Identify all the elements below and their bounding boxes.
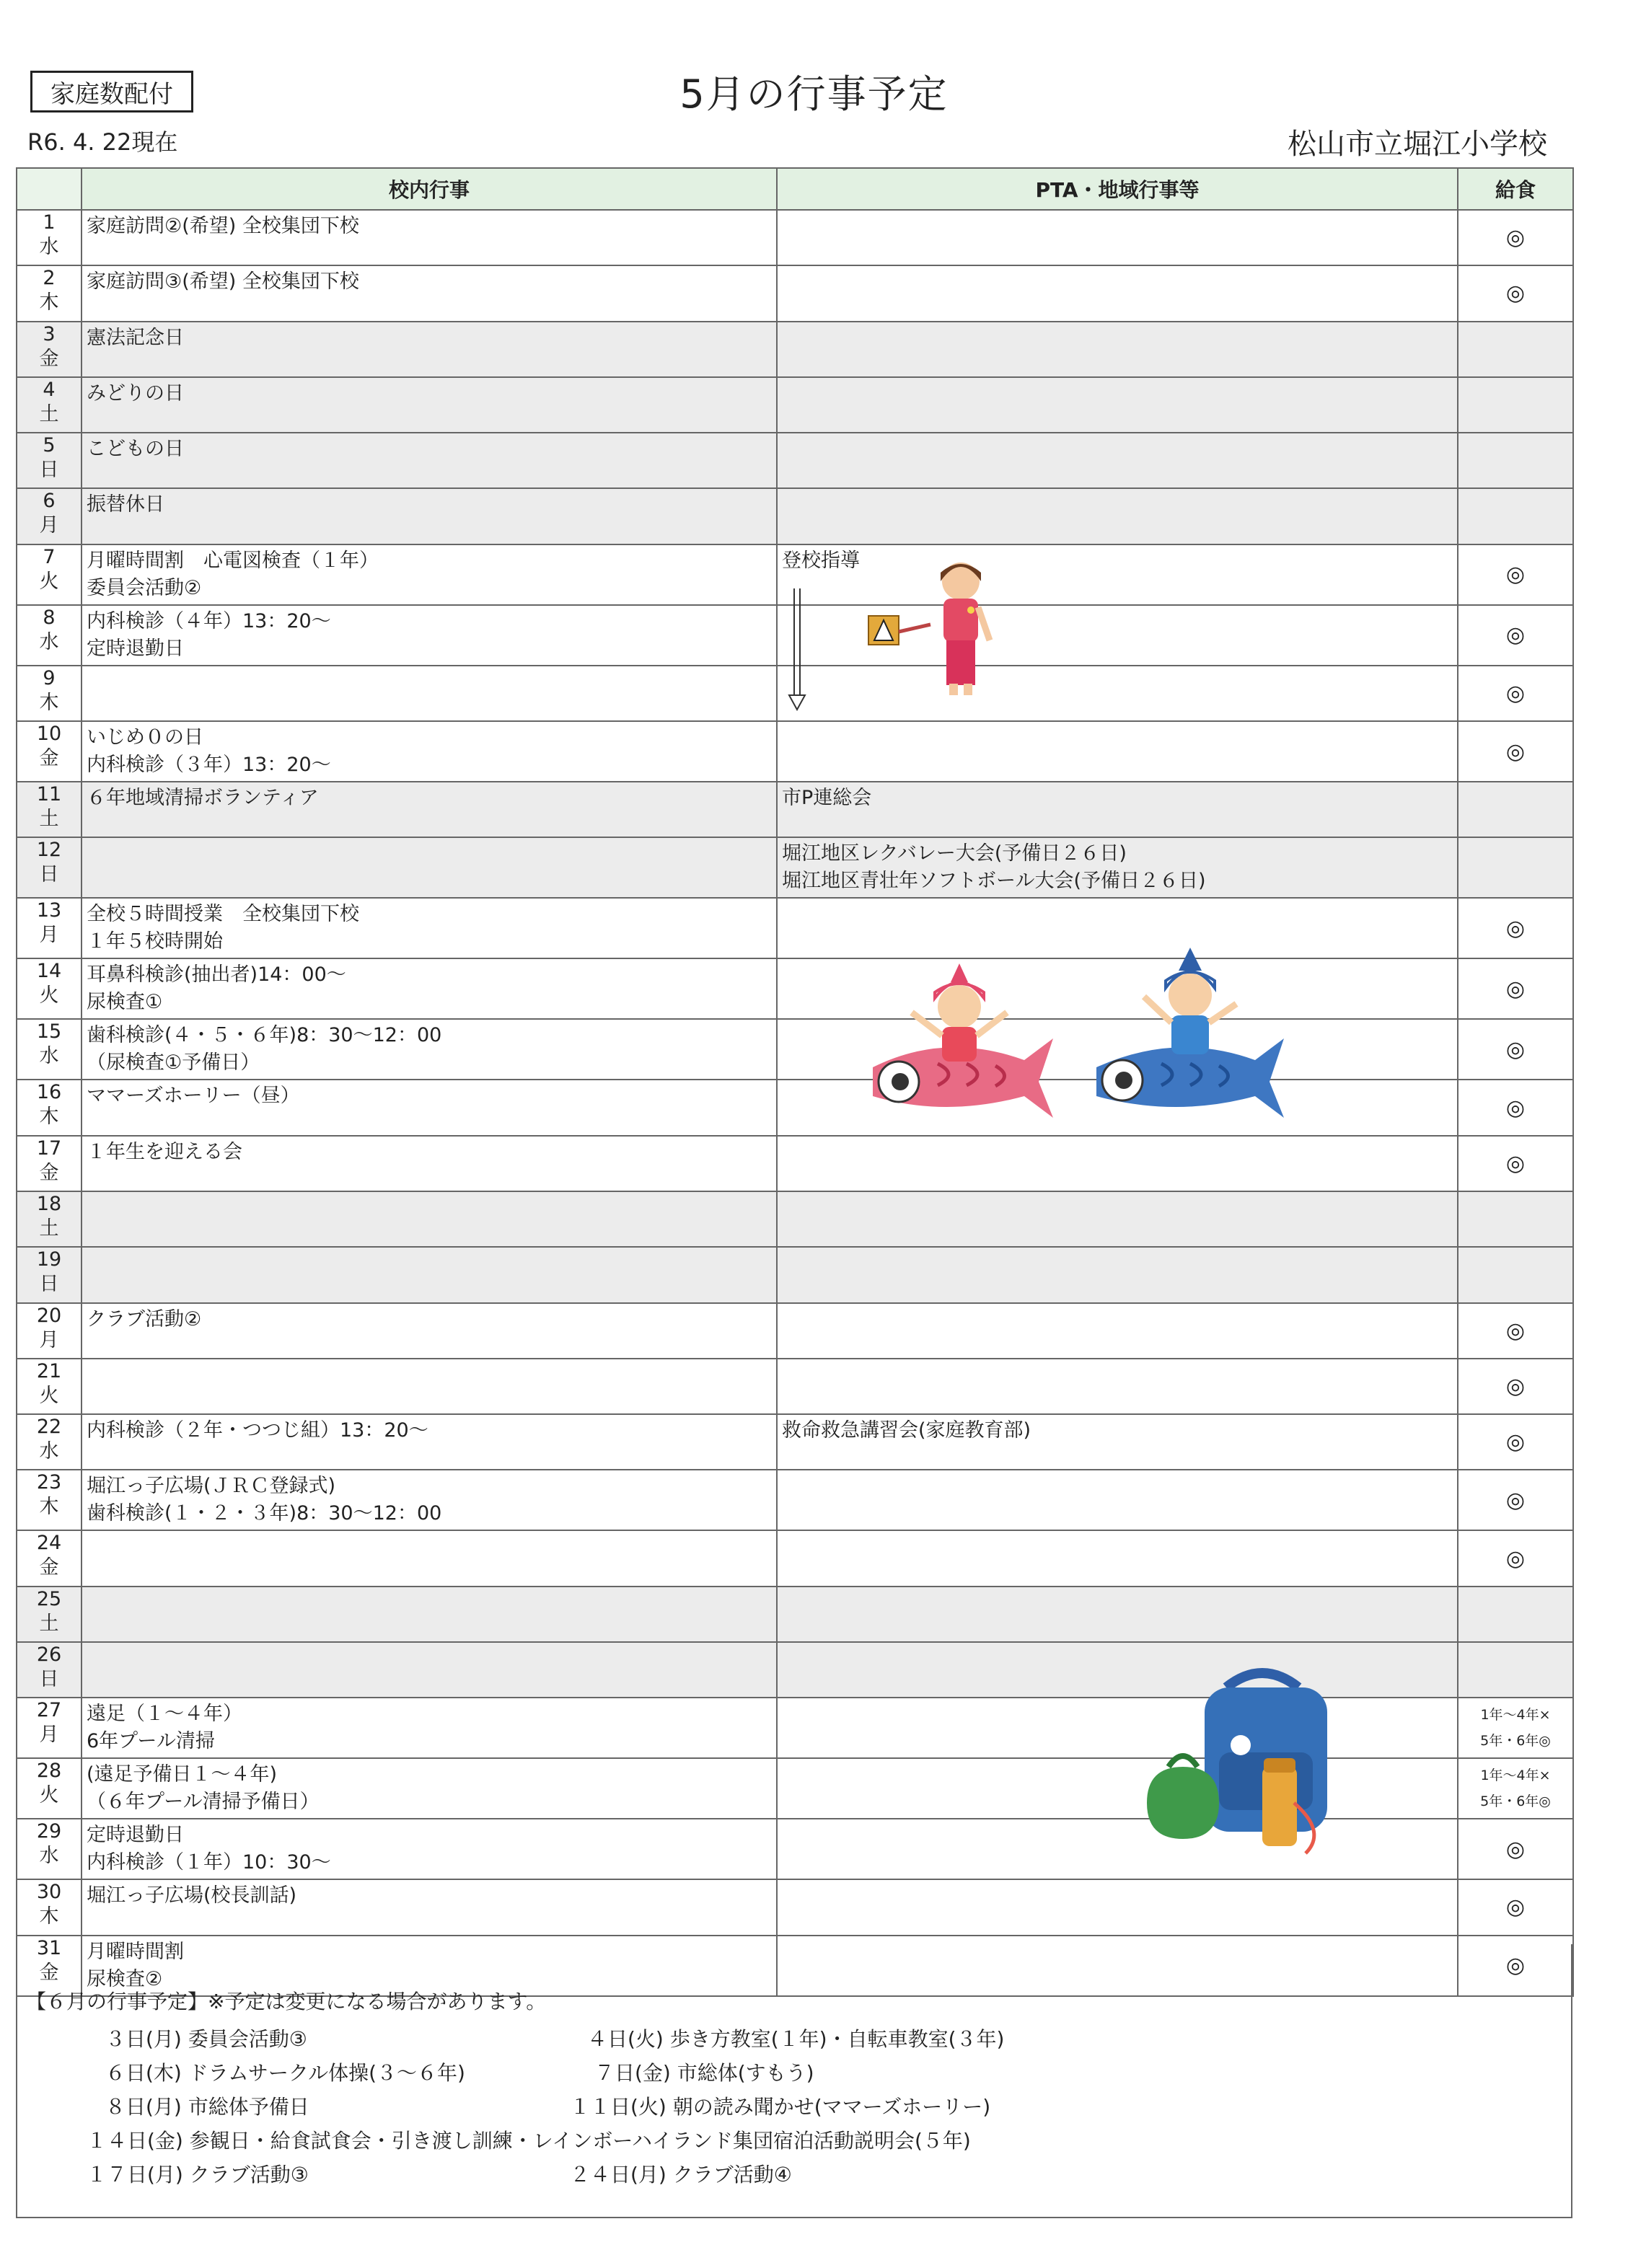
day-number: 2 (43, 267, 56, 290)
day-cell (17, 721, 82, 782)
day-row (17, 210, 1573, 265)
day-row (17, 958, 1573, 1019)
weekday: 月 (39, 924, 59, 947)
pta-event-cell (777, 1879, 1458, 1935)
pta-event-cell (777, 488, 1458, 544)
pta-event-cell (777, 837, 1458, 898)
school-event-text: こどもの日 (87, 438, 184, 461)
school-event-cell (82, 322, 777, 377)
june-item-9: ２４日(月) クラブ活動④ (570, 2163, 792, 2187)
lunch-cell (1458, 1819, 1573, 1879)
day-cell (17, 1698, 82, 1758)
day-cell (17, 1359, 82, 1414)
weekday: 土 (39, 808, 59, 831)
school-event-cell (82, 1698, 777, 1758)
lunch-mark: ◎ (1505, 225, 1526, 251)
june-heading: 【６月の行事予定】※予定は変更になる場合があります。 (26, 1990, 547, 2013)
weekday: 土 (39, 1612, 59, 1635)
school-event-text: 歯科検診(４・５・６年)8：30～12：00 (87, 1024, 442, 1047)
pta-event-text: 登校指導 (782, 549, 860, 572)
day-number: 23 (36, 1471, 62, 1494)
school-event-text: 月曜時間割 (87, 1940, 184, 1963)
koinobori-children-illustration (858, 937, 1291, 1154)
day-row (17, 1247, 1573, 1302)
school-event-cell (82, 1819, 777, 1879)
day-cell (17, 265, 82, 321)
lunch-cell (1458, 898, 1573, 958)
lunch-cell (1458, 605, 1573, 666)
weekday: 水 (39, 1845, 59, 1868)
day-row (17, 433, 1573, 488)
day-cell (17, 1019, 82, 1080)
school-event-text: 内科検診（３年）13：20～ (87, 754, 331, 777)
school-event-text: １年５校時開始 (87, 930, 223, 953)
weekday: 月 (39, 514, 59, 537)
lunch-mark: ◎ (1505, 1487, 1526, 1513)
day-number: 22 (36, 1416, 62, 1439)
school-event-cell (82, 377, 777, 433)
lunch-mark: ◎ (1505, 915, 1526, 941)
schedule-header-row (17, 168, 1573, 210)
school-event-cell (82, 544, 777, 605)
school-name: 松山市立堀江小学校 (1288, 128, 1547, 161)
day-number: 24 (36, 1532, 62, 1555)
weekday: 火 (39, 1384, 59, 1407)
school-event-cell (82, 1642, 777, 1698)
day-row (17, 1879, 1573, 1935)
school-event-cell (82, 1303, 777, 1359)
school-event-text: (遠足予備日１～４年) (87, 1763, 278, 1786)
day-cell (17, 1191, 82, 1247)
lunch-mark: ◎ (1505, 1836, 1526, 1862)
weekday: 水 (39, 236, 59, 258)
school-event-text: 家庭訪問②(希望) 全校集団下校 (87, 215, 359, 237)
weekday: 木 (39, 1496, 59, 1519)
weekday: 日 (39, 1273, 59, 1296)
day-cell (17, 1470, 82, 1530)
day-cell (17, 958, 82, 1019)
school-event-text: クラブ活動② (87, 1307, 202, 1331)
school-event-text: 月曜時間割 心電図検査（１年） (87, 549, 379, 572)
june-item-3: ６日(木) ドラムサークル体操(３～６年) (105, 2061, 465, 2085)
day-row (17, 1080, 1573, 1135)
school-event-text: 内科検診（１年）10：30～ (87, 1851, 331, 1874)
day-row (17, 1470, 1573, 1530)
weekday: 水 (39, 1045, 59, 1068)
day-number: 31 (36, 1936, 62, 1959)
weekday: 日 (39, 863, 59, 886)
lunch-mark: ◎ (1505, 1545, 1526, 1571)
day-cell (17, 1247, 82, 1302)
weekday: 火 (39, 984, 59, 1007)
lunch-cell (1458, 1247, 1573, 1302)
lunch-cell (1458, 210, 1573, 265)
lunch-cell (1458, 1587, 1573, 1642)
pta-event-cell (777, 1698, 1458, 1758)
school-event-text: 定時退勤日 (87, 637, 184, 660)
weekday: 土 (39, 1217, 59, 1240)
lunch-cell (1458, 265, 1573, 321)
day-row (17, 1303, 1573, 1359)
day-number: 18 (36, 1192, 62, 1215)
lunch-mark: ◎ (1505, 1429, 1526, 1455)
lunch-note: 5年・6年◎ (1480, 1733, 1551, 1749)
weekday: 金 (39, 347, 59, 370)
lunch-mark: ◎ (1505, 1374, 1526, 1399)
day-cell (17, 544, 82, 605)
day-row (17, 265, 1573, 321)
day-cell (17, 1530, 82, 1586)
pta-event-text: 堀江地区レクバレー大会(予備日２６日) (782, 842, 1127, 865)
lunch-cell (1458, 1530, 1573, 1586)
lunch-cell (1458, 1470, 1573, 1530)
pta-event-cell (777, 377, 1458, 433)
day-number: 29 (36, 1820, 62, 1843)
day-number: 15 (36, 1020, 62, 1043)
lunch-mark: ◎ (1505, 281, 1526, 306)
lunch-cell (1458, 1642, 1573, 1698)
june-item-6: １１日(火) 朝の読み聞かせ(ママーズホーリー) (570, 2095, 991, 2119)
day-number: 3 (43, 322, 56, 345)
weekday: 水 (39, 630, 59, 653)
june-item-1: ３日(月) 委員会活動③ (105, 2027, 307, 2051)
day-row (17, 898, 1573, 958)
pta-event-text: 堀江地区青壮年ソフトボール大会(予備日２６日) (782, 870, 1206, 893)
lunch-cell (1458, 488, 1573, 544)
weekday: 水 (39, 1440, 59, 1463)
school-event-text: 憲法記念日 (87, 326, 184, 349)
day-number: 14 (36, 960, 62, 983)
day-number: 27 (36, 1699, 62, 1722)
weekday: 日 (39, 459, 59, 482)
weekday: 金 (39, 1556, 59, 1579)
school-event-text: 委員会活動② (87, 576, 202, 599)
school-event-cell (82, 1136, 777, 1191)
pta-event-cell (777, 433, 1458, 488)
school-event-text: 遠足（１～４年） (87, 1703, 242, 1726)
school-event-text: ママーズホーリー（昼） (87, 1085, 300, 1108)
school-event-text: 6年プール清掃 (87, 1730, 215, 1753)
june-item-2: ４日(火) 歩き方教室(１年)・自転車教室(３年) (587, 2027, 1005, 2051)
day-number: 5 (43, 434, 56, 457)
pta-event-text: 救命救急講習会(家庭教育部) (782, 1419, 1031, 1442)
pta-event-cell (777, 322, 1458, 377)
lunch-cell (1458, 377, 1573, 433)
weekday: 月 (39, 1328, 59, 1351)
june-item-5: ８日(月) 市総体予備日 (105, 2095, 309, 2119)
day-cell (17, 1414, 82, 1470)
lunch-mark: ◎ (1505, 562, 1526, 588)
pta-event-cell (777, 1587, 1458, 1642)
school-event-cell (82, 1587, 777, 1642)
pta-event-cell (777, 1247, 1458, 1302)
lunch-mark: ◎ (1505, 738, 1526, 764)
day-number: 25 (36, 1587, 62, 1610)
day-number: 17 (36, 1137, 62, 1160)
day-number: 9 (43, 666, 56, 689)
day-cell (17, 377, 82, 433)
day-row (17, 1191, 1573, 1247)
school-event-cell (82, 1019, 777, 1080)
pta-event-cell (777, 1530, 1458, 1586)
pta-event-text: 市P連総会 (782, 787, 872, 810)
crossing-guard-illustration (858, 555, 1017, 700)
day-cell (17, 1819, 82, 1879)
school-event-cell (82, 1530, 777, 1586)
weekday: 月 (39, 1724, 59, 1747)
weekday: 土 (39, 402, 59, 425)
day-cell (17, 1879, 82, 1935)
day-number: 19 (36, 1248, 62, 1271)
school-event-text: 耳鼻科検診(抽出者)14：00～ (87, 963, 346, 987)
day-row (17, 488, 1573, 544)
day-number: 11 (36, 783, 62, 806)
day-row (17, 782, 1573, 837)
lunch-cell (1458, 1698, 1573, 1758)
school-event-text: いじめ０の日 (87, 726, 203, 749)
day-number: 10 (36, 723, 62, 746)
school-event-text: （６年プール清掃予備日） (87, 1791, 320, 1814)
pta-event-cell (777, 1758, 1458, 1819)
school-events-header: 校内行事 (82, 168, 777, 210)
weekday: 火 (39, 570, 59, 593)
day-number: 12 (36, 839, 62, 862)
pta-event-cell (777, 265, 1458, 321)
day-cell (17, 605, 82, 666)
lunch-mark: ◎ (1505, 1036, 1526, 1062)
day-row (17, 721, 1573, 782)
school-event-text: １年生を迎える会 (87, 1140, 242, 1163)
day-cell (17, 1080, 82, 1135)
lunch-cell (1458, 433, 1573, 488)
school-event-text: みどりの日 (87, 381, 184, 405)
school-event-text: 定時退勤日 (87, 1824, 184, 1847)
school-event-cell (82, 721, 777, 782)
lunch-cell (1458, 1414, 1573, 1470)
day-number: 1 (43, 211, 56, 234)
pta-event-cell (777, 1819, 1458, 1879)
weekday: 木 (39, 291, 59, 314)
school-event-cell (82, 958, 777, 1019)
lunch-cell (1458, 1758, 1573, 1819)
lunch-note: 1年～4年× (1480, 1768, 1551, 1784)
day-cell (17, 666, 82, 721)
day-row (17, 1414, 1573, 1470)
weekday: 木 (39, 1106, 59, 1129)
day-row (17, 1136, 1573, 1191)
pta-event-cell (777, 721, 1458, 782)
lunch-cell (1458, 544, 1573, 605)
lunch-cell (1458, 1136, 1573, 1191)
school-event-cell (82, 837, 777, 898)
lunch-cell (1458, 666, 1573, 721)
school-event-text: 振替休日 (87, 493, 164, 516)
pta-event-cell (777, 1191, 1458, 1247)
school-event-cell (82, 1359, 777, 1414)
school-event-cell (82, 1470, 777, 1530)
weekday: 金 (39, 747, 59, 770)
as-of-date: R6. 4. 22現在 (27, 128, 178, 156)
school-event-text: 尿検査② (87, 1967, 163, 1990)
school-event-text: 内科検診（２年・つつじ組）13：20～ (87, 1419, 428, 1442)
school-event-cell (82, 1758, 777, 1819)
lunch-mark: ◎ (1505, 1894, 1526, 1920)
school-event-cell (82, 1414, 777, 1470)
school-event-cell (82, 605, 777, 666)
weekday: 木 (39, 1905, 59, 1928)
day-cell (17, 782, 82, 837)
school-event-cell (82, 265, 777, 321)
day-number: 30 (36, 1881, 62, 1904)
pta-event-cell (777, 1359, 1458, 1414)
weekday: 火 (39, 1784, 59, 1807)
lunch-note: 1年～4年× (1480, 1707, 1551, 1724)
day-number: 13 (36, 899, 62, 922)
lunch-cell (1458, 1191, 1573, 1247)
day-cell (17, 433, 82, 488)
lunch-cell (1458, 1359, 1573, 1414)
day-row (17, 322, 1573, 377)
lunch-mark: ◎ (1505, 976, 1526, 1002)
day-cell (17, 210, 82, 265)
day-cell (17, 322, 82, 377)
arrow-down-icon (786, 588, 808, 711)
lunch-mark: ◎ (1505, 1150, 1526, 1176)
school-event-text: 堀江っ子広場(ＪＲＣ登録式) (87, 1475, 336, 1498)
pta-event-cell (777, 1414, 1458, 1470)
lunch-cell (1458, 837, 1573, 898)
school-event-text: 堀江っ子広場(校長訓話) (87, 1884, 297, 1907)
weekday: 金 (39, 1961, 59, 1984)
day-cell (17, 837, 82, 898)
pta-event-cell (777, 1642, 1458, 1698)
lunch-cell (1458, 721, 1573, 782)
pta-events-header: PTA・地域行事等 (777, 168, 1458, 210)
lunch-cell (1458, 958, 1573, 1019)
school-event-cell (82, 1247, 777, 1302)
weekday: 木 (39, 691, 59, 714)
day-cell (17, 1587, 82, 1642)
day-number: 8 (43, 606, 56, 629)
lunch-mark: ◎ (1505, 1095, 1526, 1121)
day-cell (17, 1136, 82, 1191)
weekday: 日 (39, 1668, 59, 1691)
day-cell (17, 488, 82, 544)
lunch-mark: ◎ (1505, 1318, 1526, 1343)
june-item-7: １４日(金) 参観日・給食試食会・引き渡し訓練・レインボーハイランド集団宿泊活動説明会(５年) (87, 2129, 971, 2153)
lunch-mark: ◎ (1505, 680, 1526, 706)
day-row (17, 377, 1573, 433)
picnic-bag-illustration (1140, 1659, 1349, 1861)
lunch-cell (1458, 322, 1573, 377)
day-row (17, 1530, 1573, 1586)
school-event-text: 家庭訪問③(希望) 全校集団下校 (87, 270, 359, 294)
lunch-mark: ◎ (1505, 622, 1526, 648)
day-row (17, 837, 1573, 898)
school-event-cell (82, 210, 777, 265)
day-cell (17, 1642, 82, 1698)
june-schedule-section (16, 1944, 1572, 2218)
school-event-text: 歯科検診(１・２・３年)8：30～12：00 (87, 1502, 442, 1525)
distribution-badge: 家庭数配付 (30, 71, 193, 112)
school-event-cell (82, 1080, 777, 1135)
pta-event-cell (777, 1470, 1458, 1530)
day-number: 20 (36, 1304, 62, 1327)
school-event-cell (82, 1879, 777, 1935)
school-event-cell (82, 488, 777, 544)
lunch-cell (1458, 1879, 1573, 1935)
lunch-cell (1458, 1080, 1573, 1135)
school-event-cell (82, 782, 777, 837)
day-number: 7 (43, 545, 56, 568)
day-number: 28 (36, 1760, 62, 1783)
school-event-text: 全校５時間授業 全校集団下校 (87, 903, 359, 926)
pta-event-cell (777, 782, 1458, 837)
june-item-4: ７日(金) 市総体(すもう) (594, 2061, 814, 2085)
weekday: 金 (39, 1161, 59, 1184)
day-number: 21 (36, 1359, 62, 1382)
pta-event-cell (777, 1303, 1458, 1359)
page-title: 5月の行事予定 (679, 71, 949, 117)
lunch-header: 給食 (1458, 168, 1573, 210)
lunch-mark: ◎ (1505, 1953, 1526, 1979)
school-event-text: （尿検査①予備日） (87, 1051, 260, 1075)
school-event-cell (82, 666, 777, 721)
day-row (17, 1019, 1573, 1080)
lunch-cell (1458, 782, 1573, 837)
school-event-cell (82, 433, 777, 488)
day-row (17, 1359, 1573, 1414)
lunch-cell (1458, 1303, 1573, 1359)
lunch-note: 5年・6年◎ (1480, 1793, 1551, 1810)
day-number: 6 (43, 490, 56, 513)
day-cell (17, 1758, 82, 1819)
school-event-cell (82, 898, 777, 958)
day-number: 26 (36, 1643, 62, 1667)
day-number: 16 (36, 1081, 62, 1104)
day-column-header (17, 168, 82, 210)
school-event-text: ６年地域清掃ボランティア (87, 787, 319, 810)
school-event-text: 内科検診（４年）13：20～ (87, 609, 331, 632)
day-cell (17, 1303, 82, 1359)
pta-event-cell (777, 210, 1458, 265)
june-item-8: １７日(月) クラブ活動③ (87, 2163, 309, 2187)
school-event-text: 尿検査① (87, 991, 163, 1014)
day-cell (17, 898, 82, 958)
day-row (17, 1587, 1573, 1642)
day-number: 4 (43, 378, 56, 401)
lunch-cell (1458, 1019, 1573, 1080)
school-event-cell (82, 1191, 777, 1247)
